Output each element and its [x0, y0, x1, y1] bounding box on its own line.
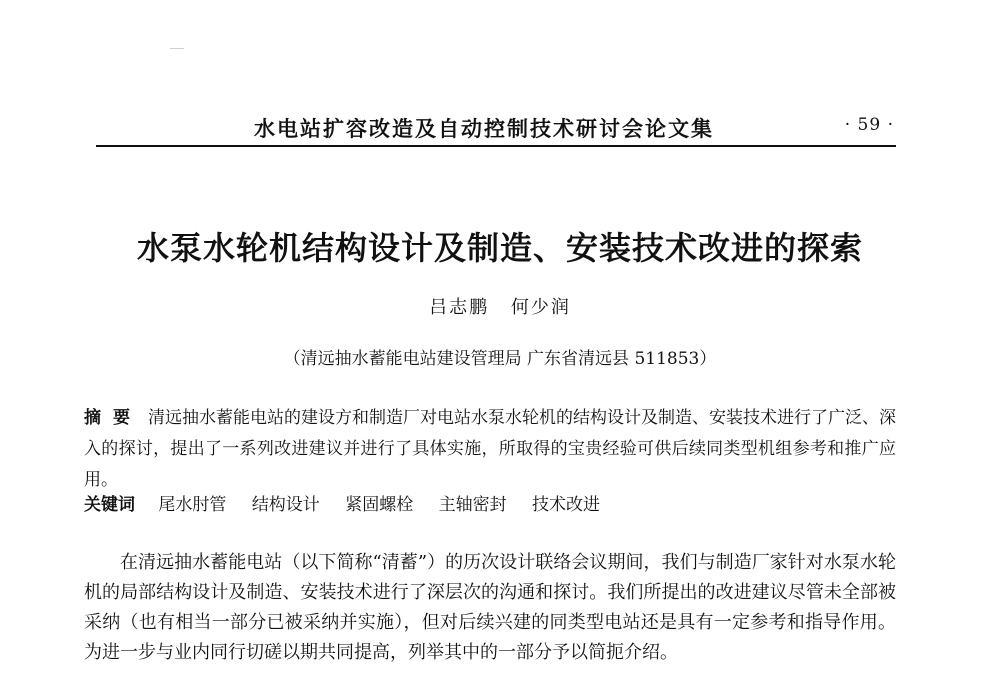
paper-title: 水泵水轮机结构设计及制造、安装技术改进的探索 — [136, 229, 863, 267]
abstract — [84, 403, 896, 496]
affiliation: （清远抽水蓄能电站建设管理局 广东省清远县 511853） — [283, 349, 717, 369]
running-header — [96, 111, 896, 147]
scan-artifact — [170, 48, 184, 49]
keyword: 主轴密封 — [438, 495, 507, 515]
abstract-text: 清远抽水蓄能电站的建设方和制造厂对电站水泵水轮机的结构设计及制造、安装技术进行了广泛、深入的探讨，提出了一系列改进建议并进行了具体实施，所取得的宝贵经验可供后续同类型机组参考和推广应用。 — [84, 408, 896, 490]
keyword: 紧固螺栓 — [345, 495, 414, 515]
keyword: 技术改进 — [532, 495, 601, 515]
keyword: 尾水肘管 — [158, 495, 227, 515]
page-number: · 59 · — [844, 115, 894, 135]
keywords-label: 关键词 — [84, 495, 135, 515]
keywords — [84, 490, 896, 520]
keyword: 结构设计 — [251, 495, 320, 515]
intro-paragraph: 在清远抽水蓄能电站（以下简称“清蓄”）的历次设计联络会议期间，我们与制造厂家针对水泵水轮机的局部结构设计及制造、安装技术进行了深层次的沟通和探讨。我们所提出的改进建议尽管未全部被采纳（也有相当一部分已被采纳并实施），但对后续兴建的同类型电站还是具有一定参考和指导作用。为进一步与业内同行切磋以期共同提高，列举其中的一部分予以简扼介绍。 — [84, 552, 896, 663]
abstract-label: 摘要 — [84, 408, 142, 428]
proceedings-title: 水电站扩容改造及自动控制技术研讨会论文集 — [254, 117, 714, 141]
authors: 吕志鹏 何少润 — [429, 297, 571, 318]
